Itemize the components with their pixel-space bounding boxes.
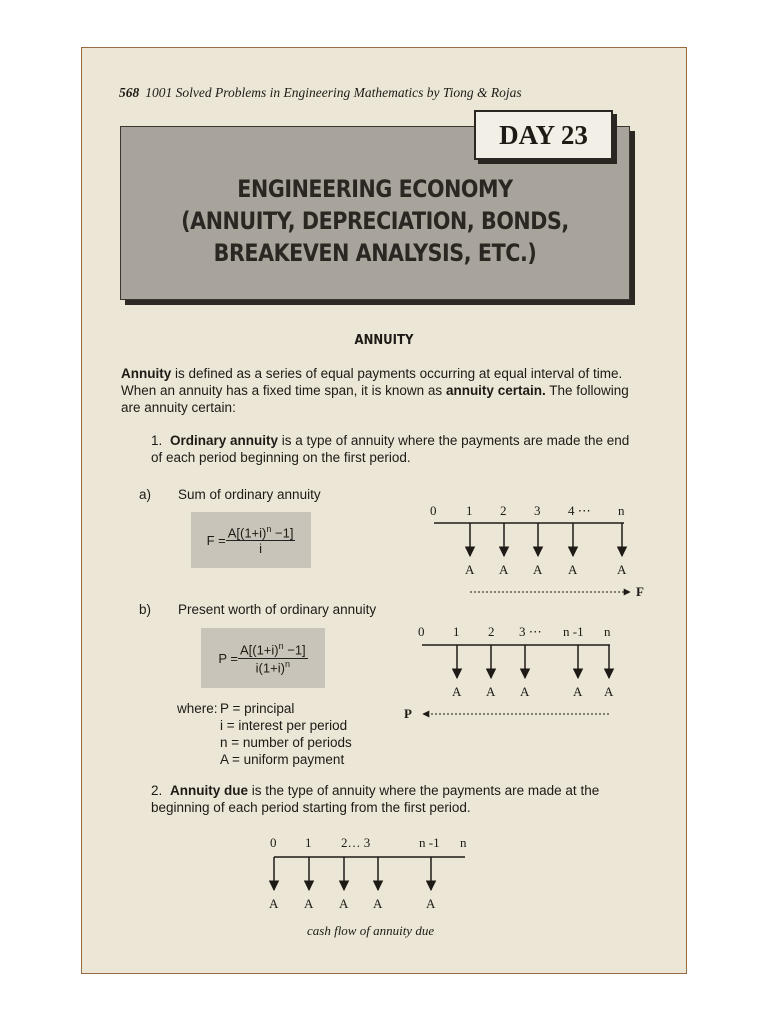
formula-denominator: i (259, 541, 263, 557)
tick-label: 1 (466, 503, 473, 518)
payment-label: A (304, 896, 314, 911)
tick-label: 2… 3 (341, 835, 371, 850)
tick-label: 1 (453, 624, 460, 639)
tick-label: 4 ⋯ (568, 503, 591, 518)
numerator-base: A[(1+i) (239, 642, 279, 658)
diagram-caption: cash flow of annuity due (307, 923, 435, 938)
tick-label: 2 (488, 624, 495, 639)
payment-label: A (486, 684, 496, 699)
sub-item-text: Sum of ordinary annuity (178, 487, 321, 502)
numerator-tail: −1] (271, 525, 294, 541)
payment-label: A (465, 562, 475, 577)
future-worth-label: F (636, 584, 644, 599)
numerator-exponent: n (278, 641, 284, 652)
numerator-exponent: n (266, 523, 272, 534)
formula-numerator (238, 641, 308, 658)
page-header (119, 85, 522, 101)
sub-item-text: Present worth of ordinary annuity (178, 602, 377, 617)
variable-definitions (177, 700, 352, 768)
payment-label: A (373, 896, 383, 911)
tick-label: n (460, 835, 467, 850)
sub-item-label: a) (139, 487, 152, 502)
present-worth-label: P (404, 706, 412, 721)
formula-denominator (238, 659, 308, 675)
term-ordinary-annuity: Ordinary annuity (170, 433, 279, 448)
formula-fraction (238, 641, 308, 675)
payment-label: A (426, 896, 436, 911)
cash-flow-diagram-ordinary-sum (412, 500, 652, 600)
chapter-title-line-3: BREAKEVEN ANALYSIS, ETC.) (213, 239, 537, 267)
tick-label: 0 (430, 503, 437, 518)
item-number: 1. (151, 433, 163, 448)
tick-label: 0 (418, 624, 425, 639)
sub-item-a (139, 486, 321, 503)
payment-label: A (533, 562, 543, 577)
page-number: 568 (119, 85, 140, 100)
item-text: is a type of annuity where the payments are made the end of each period beginning on the first period. (151, 433, 630, 465)
payment-label: A (604, 684, 614, 699)
formula-future-worth (191, 512, 311, 568)
chapter-title-line-2: (ANNUITY, DEPRECIATION, BONDS, (181, 207, 569, 235)
definition-payment: A = uniform payment (220, 752, 345, 767)
payment-label: A (339, 896, 349, 911)
sub-item-label: b) (139, 602, 152, 617)
chapter-title-line-1: ENGINEERING ECONOMY (237, 175, 513, 203)
term-annuity-certain: annuity certain. (445, 383, 546, 398)
denominator-base: i(1+i) (255, 659, 285, 675)
definition-principal: P = principal (220, 701, 295, 716)
tick-label: 1 (305, 835, 312, 850)
payment-label: A (499, 562, 509, 577)
tick-label: n -1 (419, 835, 440, 850)
intro-text-1: is defined as a series of equal payments occurring at equal interval of time. When an annuity has a fixed time span, it is known as (121, 366, 623, 398)
sub-item-b (139, 601, 376, 618)
term-annuity-due: Annuity due (170, 783, 248, 798)
tick-label: 2 (500, 503, 507, 518)
day-badge: DAY 23 (474, 110, 613, 160)
section-title: ANNUITY (354, 333, 414, 348)
item-number: 2. (151, 783, 163, 798)
formula-lhs: P = (218, 650, 238, 666)
definition-periods: n = number of periods (220, 735, 352, 750)
payment-label: A (617, 562, 627, 577)
definition-interest: i = interest per period (220, 718, 348, 733)
formula-fraction (226, 524, 296, 556)
payment-label: A (568, 562, 578, 577)
formula-numerator (226, 524, 296, 541)
chapter-title (157, 173, 594, 269)
cash-flow-diagram-annuity-due (257, 833, 487, 913)
denominator-exponent: n (284, 658, 290, 669)
intro-paragraph (121, 365, 651, 416)
list-item-annuity-due (151, 782, 641, 816)
book-title: 1001 Solved Problems in Engineering Mathematics by Tiong & Rojas (145, 85, 522, 100)
cash-flow-diagram-ordinary-present (402, 620, 632, 730)
tick-label: 0 (270, 835, 277, 850)
list-item-ordinary-annuity (151, 432, 631, 466)
term-annuity: Annuity (121, 366, 172, 381)
numerator-base: A[(1+i) (227, 525, 267, 541)
item-text: is the type of annuity where the payments are made at the beginning of each period starting from the first period. (151, 783, 600, 815)
formula-present-worth (201, 628, 325, 688)
where-label: where: (177, 701, 222, 716)
formula-lhs: F = (206, 532, 226, 548)
numerator-tail: −1] (283, 642, 306, 658)
payment-label: A (452, 684, 462, 699)
intro-text-2: The following are annuity certain: (121, 383, 629, 415)
payment-label: A (269, 896, 279, 911)
tick-label: n (618, 503, 625, 518)
tick-label: n (604, 624, 611, 639)
payment-label: A (520, 684, 530, 699)
tick-label: n -1 (563, 624, 584, 639)
book-page (81, 47, 687, 974)
payment-label: A (573, 684, 583, 699)
tick-label: 3 (534, 503, 541, 518)
tick-label: 3 ⋯ (519, 624, 542, 639)
